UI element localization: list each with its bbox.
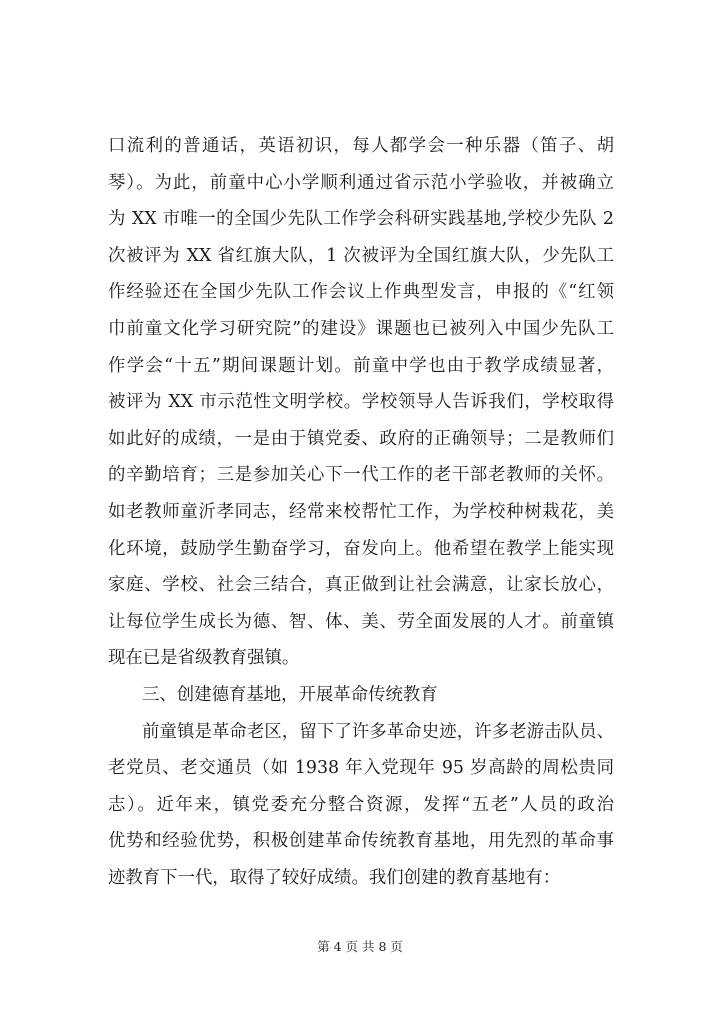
- text-line: 前童镇是革命老区，留下了许多革命史迹，许多老游击队员、: [142, 721, 614, 742]
- text-line: 被评为 XX 市示范性文明学校。学校领导人告诉我们，学校取得: [108, 392, 614, 413]
- text-line: 志）。近年来，镇党委充分整合资源，发挥“五老”人员的政治: [108, 794, 614, 815]
- text-line: 现在已是省级教育强镇。: [108, 648, 300, 669]
- text-line: 巾前童文化学习研究院”的建设》课题也已被列入中国少先队工: [108, 318, 614, 339]
- text-line: 作经验还在全国少先队工作会议上作典型发言，申报的《“红领: [108, 282, 614, 303]
- body-text: [108, 128, 614, 896]
- text-line: 如此好的成绩，一是由于镇党委、政府的正确领导；二是教师们: [108, 428, 614, 449]
- text-line: 老党员、老交通员（如 1938 年入党现年 95 岁高龄的周松贵同: [108, 758, 614, 779]
- text-line: 如老教师童沂孝同志，经常来校帮忙工作，为学校种树栽花，美: [108, 501, 614, 522]
- section-heading: 三、创建德育基地，开展革命传统教育: [142, 684, 438, 705]
- text-line: 迹教育下一代，取得了较好成绩。我们创建的教育基地有：: [108, 867, 561, 888]
- text-line: 次被评为 XX 省红旗大队，1 次被评为全国红旗大队，少先队工: [108, 245, 614, 266]
- text-line: 为 XX 市唯一的全国少先队工作学会科研实践基地,学校少先队 2: [108, 209, 614, 230]
- text-line: 优势和经验优势，积极创建革命传统教育基地，用先烈的革命事: [108, 831, 614, 852]
- text-line: 化环境，鼓励学生勤奋学习，奋发向上。他希望在教学上能实现: [108, 538, 614, 559]
- text-line: 的辛勤培育；三是参加关心下一代工作的老干部老教师的关怀。: [108, 465, 614, 486]
- text-line: 家庭、学校、社会三结合，真正做到让社会满意，让家长放心，: [108, 575, 614, 596]
- page-footer: 第 4 页 共 8 页: [317, 939, 403, 954]
- text-line: 让每位学生成长为德、智、体、美、劳全面发展的人才。前童镇: [108, 611, 614, 632]
- text-line: 作学会“十五”期间课题计划。前童中学也由于教学成绩显著，: [108, 355, 614, 376]
- text-line: 琴）。为此，前童中心小学顺利通过省示范小学验收，并被确立: [108, 172, 614, 193]
- text-line: 口流利的普通话，英语初识，每人都学会一种乐器（笛子、胡: [108, 136, 614, 156]
